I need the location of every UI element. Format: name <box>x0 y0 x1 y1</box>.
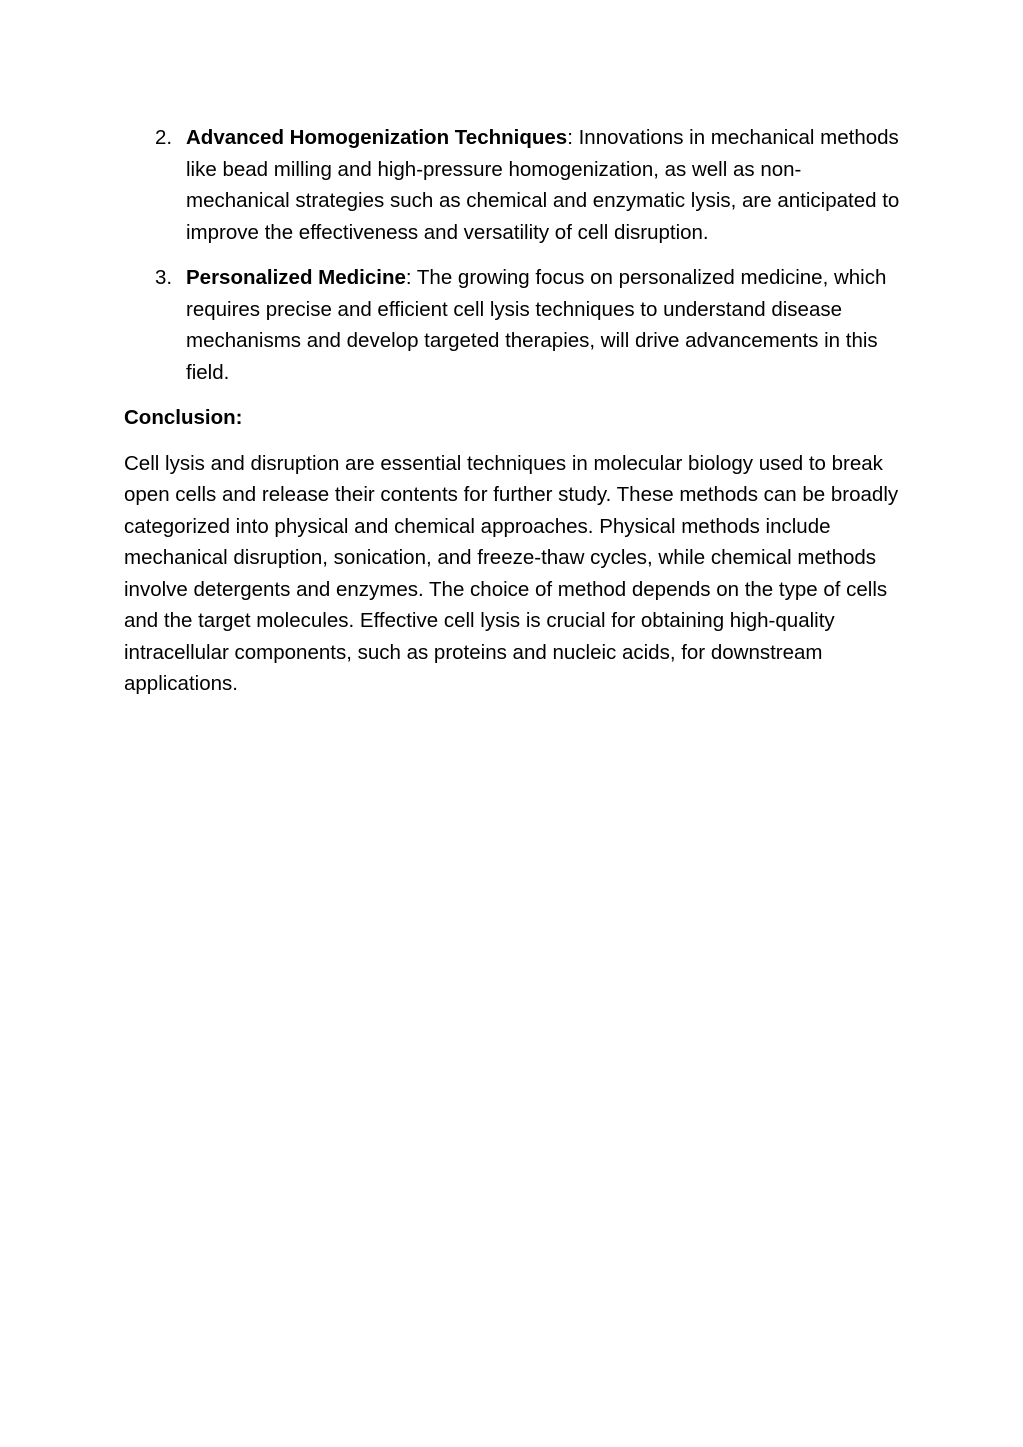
list-item-term: Advanced Homogenization Techniques <box>186 126 568 149</box>
list-item-personalized-medicine <box>124 262 904 388</box>
list-item-number: 3. <box>155 266 173 289</box>
document-page <box>124 122 904 700</box>
list-item-text: : Innovations in mechanical methods like bead milling and high-pressure homogenization, as well as non-mechanical strategies such as chemical and enzymatic lysis, are anticipated to improve the effectiveness and versatility of cell disruption. <box>186 126 900 244</box>
conclusion-heading: Conclusion: <box>124 406 243 429</box>
conclusion-paragraph: Cell lysis and disruption are essential techniques in molecular biology used to break open cells and release their contents for further study. These methods can be broadly categorized into physical and chemical approaches. Physical methods include mechanical disruption, sonication, and freeze-thaw cycles, while chemical methods involve detergents and enzymes. The choice of method depends on the type of cells and the target molecules. Effective cell lysis is crucial for obtaining high-quality intracellular components, such as proteins and nucleic acids, for downstream applications. <box>124 451 899 695</box>
list-item-term: Personalized Medicine <box>186 266 406 289</box>
list-item-text: : The growing focus on personalized medicine, which requires precise and efficient cell lysis techniques to understand disease mechanisms and develop targeted therapies, will drive advancements in this field. <box>186 266 887 384</box>
list-item-number: 2. <box>155 126 173 149</box>
list-item-advanced-homogenization <box>124 122 904 248</box>
